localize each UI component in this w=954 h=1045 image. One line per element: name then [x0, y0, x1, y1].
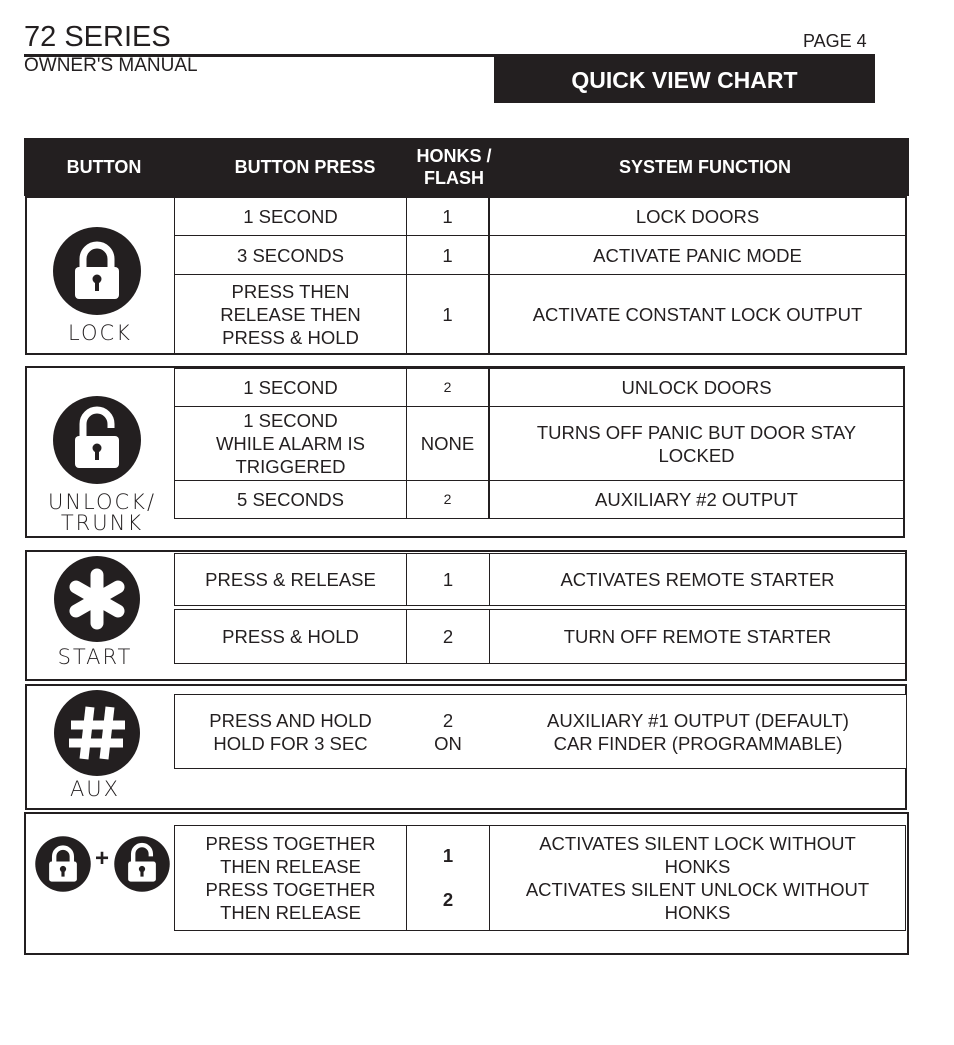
table-cell: PRESS & RELEASE	[174, 553, 407, 606]
cell-line: RELEASE THEN	[220, 303, 361, 325]
table-cell	[489, 406, 904, 481]
table-cell	[406, 825, 490, 931]
cell-line: TURNS OFF PANIC BUT DOOR STAY	[536, 421, 857, 443]
unlock-label-line1: UNLOCK/	[47, 490, 157, 514]
table-cell	[174, 825, 407, 931]
cell-line: PRESS AND HOLD	[209, 709, 372, 731]
plus-sign: +	[94, 845, 109, 872]
cell-line: WHILE ALARM IS	[215, 433, 366, 454]
cell-line: PRESS TOGETHER	[205, 833, 376, 854]
cell-line: 2	[442, 709, 454, 731]
table-cell: 1 SECOND	[174, 368, 407, 407]
table-cell: 1	[406, 197, 489, 236]
cell-line: 1 SECOND	[243, 410, 338, 431]
hash-icon	[53, 689, 141, 777]
series-title: 72 SERIES	[24, 21, 171, 53]
table-cell: 3 SECONDS	[174, 235, 407, 275]
cell-line: PRESS & HOLD	[222, 326, 359, 348]
table-cell: NONE	[406, 406, 489, 481]
table-cell: 5 SECONDS	[174, 480, 407, 519]
table-cell: PRESS & HOLD	[174, 609, 407, 664]
table-cell	[406, 695, 490, 768]
cell-line: 2	[442, 889, 454, 910]
col-honks	[408, 138, 500, 196]
chart-title: QUICK VIEW CHART	[494, 57, 875, 103]
col-system-function: SYSTEM FUNCTION	[618, 157, 791, 177]
table-cell: UNLOCK DOORS	[489, 368, 904, 407]
col-honks-line1: HONKS /	[416, 146, 492, 166]
padlock-open-icon	[51, 394, 143, 486]
table-header	[24, 138, 909, 196]
start-label: START	[57, 645, 133, 669]
table-cell: LOCK DOORS	[489, 197, 906, 236]
table-cell: 2	[406, 609, 490, 664]
table-cell: 2	[406, 480, 489, 519]
table-cell	[174, 274, 407, 354]
table-cell	[175, 695, 406, 768]
cell-line: CAR FINDER (PROGRAMMABLE)	[553, 732, 843, 754]
col-honks-line2: FLASH	[424, 168, 484, 188]
table-cell: ACTIVATE PANIC MODE	[489, 235, 906, 275]
table-cell: 1	[406, 274, 489, 354]
lock-label: LOCK	[68, 321, 132, 345]
table-cell	[489, 825, 906, 931]
table-cell: 1 SECOND	[174, 197, 407, 236]
table-cell: ACTIVATE CONSTANT LOCK OUTPUT	[489, 274, 906, 354]
table-cell	[174, 406, 407, 481]
cell-line: ACTIVATES SILENT UNLOCK WITHOUT	[525, 879, 870, 900]
table-cell: AUXILIARY #2 OUTPUT	[489, 480, 904, 519]
cell-line: THEN RELEASE	[220, 902, 361, 923]
manual-subtitle: OWNER'S MANUAL	[24, 55, 198, 76]
page-number: PAGE 4	[803, 31, 867, 51]
cell-line: HOLD FOR 3 SEC	[213, 732, 368, 754]
table-cell	[490, 695, 906, 768]
asterisk-icon	[53, 555, 141, 643]
cell-line: ACTIVATES SILENT LOCK WITHOUT	[539, 833, 856, 854]
unlock-label	[28, 492, 176, 534]
unlock-label-line2: TRUNK	[60, 511, 144, 535]
cell-line: AUXILIARY #1 OUTPUT (DEFAULT)	[547, 709, 849, 731]
cell-line: PRESS TOGETHER	[205, 879, 376, 900]
cell-line: 1	[442, 845, 454, 866]
padlock-closed-icon	[51, 225, 143, 317]
aux-label: AUX	[69, 777, 121, 801]
table-cell: ACTIVATES REMOTE STARTER	[489, 553, 906, 606]
cell-line: HONKS	[664, 856, 731, 877]
cell-line: THEN RELEASE	[220, 856, 361, 877]
table-cell: 2	[406, 368, 489, 407]
col-button: BUTTON	[66, 157, 142, 177]
table-cell: TURN OFF REMOTE STARTER	[489, 609, 906, 664]
cell-line: TRIGGERED	[235, 456, 346, 477]
col-button-press: BUTTON PRESS	[234, 157, 376, 177]
padlock-closed-icon	[34, 835, 92, 893]
cell-line: ON	[434, 732, 462, 754]
cell-line: LOCKED	[658, 444, 735, 466]
cell-line: HONKS	[664, 902, 731, 923]
cell-line: PRESS THEN	[231, 280, 350, 302]
padlock-open-icon	[113, 835, 171, 893]
table-cell: 1	[406, 553, 490, 606]
table-cell: 1	[406, 235, 489, 275]
